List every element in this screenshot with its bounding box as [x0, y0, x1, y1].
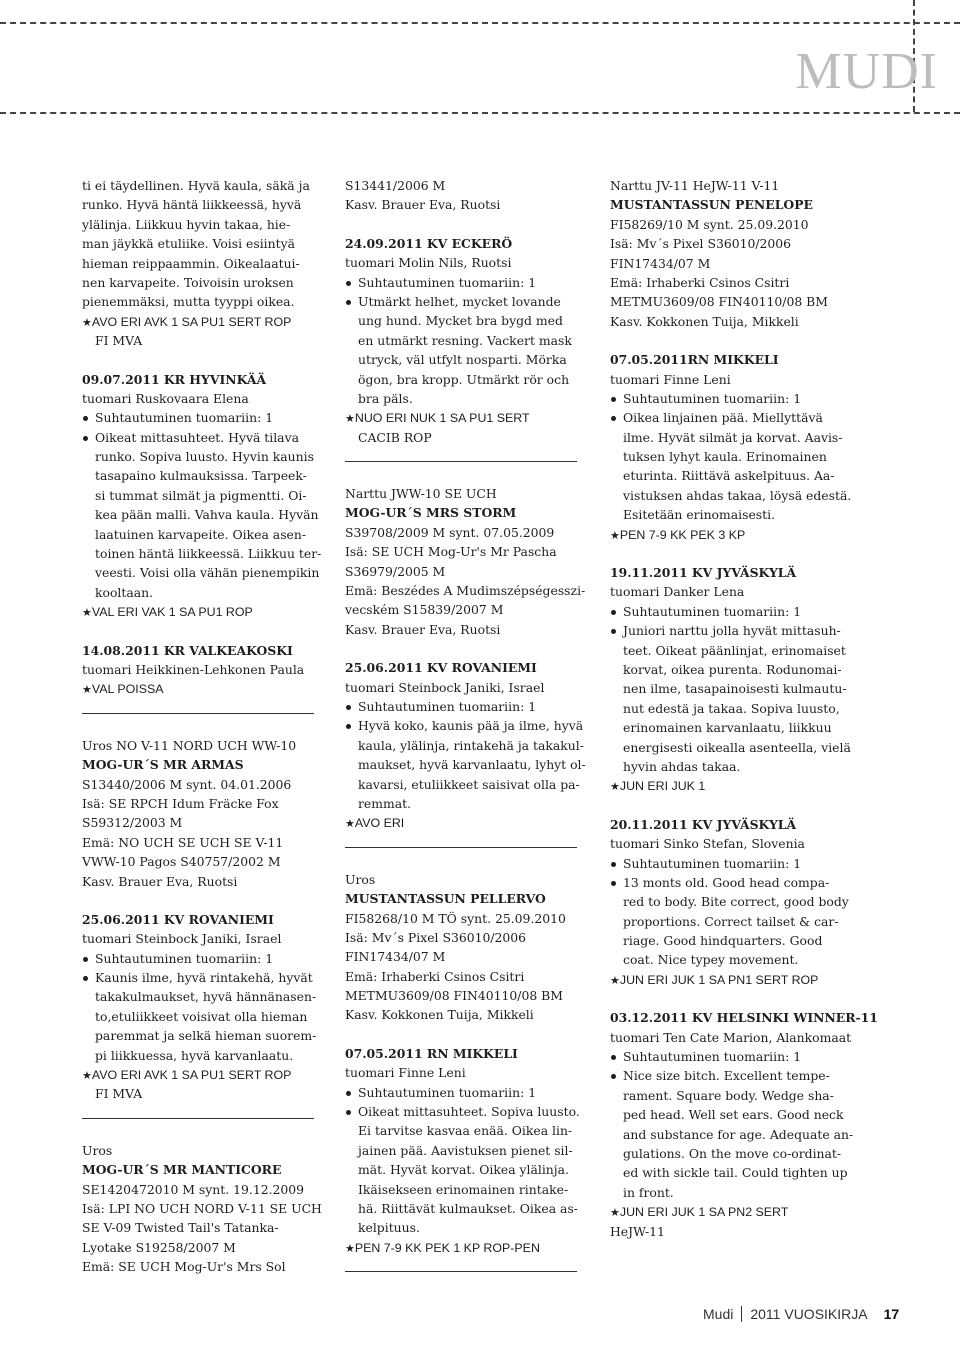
bullet-continuation: kooltaan. — [95, 584, 154, 600]
award-text: JUN ERI JUK 1 SA PN2 SERT — [619, 1205, 789, 1220]
bullet-item: Suhtautuminen tuomariin: 1 — [82, 408, 314, 427]
text-line: FI58268/10 M TÖ synt. 25.09.2010 — [345, 910, 566, 926]
bullet-item: Utmärkt helhet, mycket lovande — [345, 292, 577, 311]
bullet-continuation: erinomainen karvanlaatu, liikkuu — [623, 720, 832, 736]
bold-heading: 07.05.2011RN MIKKELI — [610, 352, 779, 368]
bold-heading: 25.06.2011 KV ROVANIEMI — [82, 911, 274, 927]
section-divider — [345, 461, 577, 484]
award-text: PEN 7-9 KK PEK 3 KP — [619, 527, 746, 542]
award-text: NUO ERI NUK 1 SA PU1 SERT — [354, 411, 530, 426]
text-line: Isä: Mv´s Pixel S36010/2006 — [345, 929, 527, 945]
text-line: Emä: Irhaberki Csinos Csitri — [345, 968, 525, 984]
spacer — [345, 833, 577, 843]
bold-heading: MUSTANTASSUN PENELOPE — [610, 197, 813, 213]
spacer — [82, 891, 314, 910]
text-line: S39708/2009 M synt. 07.05.2009 — [345, 524, 555, 540]
text-line: Narttu JV-11 HeJW-11 V-11 — [610, 178, 780, 193]
star-icon: ★ — [610, 780, 620, 794]
bullet-item: Suhtautuminen tuomariin: 1 — [610, 602, 842, 621]
text-line: FI MVA — [95, 333, 143, 349]
text-line: Kasv. Brauer Eva, Ruotsi — [82, 873, 238, 889]
award-text: AVO ERI AVK 1 SA PU1 SERT ROP — [91, 1068, 292, 1083]
bullet-continuation: ögon, bra kropp. Utmärkt rör och — [358, 371, 570, 387]
star-icon: ★ — [345, 412, 355, 426]
bullet-continuation: ped head. Well set ears. Good neck — [623, 1107, 844, 1123]
bullet-continuation: Ikäisekseen erinomainen rintake- — [358, 1181, 569, 1197]
spacer — [345, 215, 577, 234]
bullet-continuation: utryck, väl utfylt nosparti. Mörka — [358, 352, 567, 368]
text-line: VWW-10 Pagos S40757/2002 M — [82, 854, 281, 870]
bullet-continuation: to,etuliikkeet voisivat olla hieman — [95, 1008, 308, 1024]
text-line: nen karvapeite. Toivoisin uroksen — [82, 274, 294, 290]
star-icon: ★ — [345, 1241, 355, 1255]
award-line — [82, 312, 314, 331]
award-line — [610, 1202, 842, 1221]
bullet-continuation: ung hund. Mycket bra bygd med — [358, 313, 563, 329]
text-line: pienemmäksi, mutta tyyppi oikea. — [82, 294, 295, 310]
footer-separator — [741, 1306, 742, 1322]
text-line: Isä: LPI NO UCH NORD V-11 SE UCH — [82, 1200, 322, 1216]
text-line: tuomari Steinbock Janiki, Israel — [345, 679, 545, 695]
award-line — [345, 1238, 577, 1257]
award-line — [82, 602, 314, 621]
bullet-item: Kaunis ilme, hyvä rintakehä, hyvät — [82, 968, 314, 987]
star-icon: ★ — [610, 528, 620, 542]
bullet-item: 13 monts old. Good head compa- — [610, 873, 842, 892]
text-line: tuomari Danker Lena — [610, 584, 745, 600]
bullet-item: Suhtautuminen tuomariin: 1 — [610, 854, 842, 873]
bullet-continuation: eturinta. Riittävä askelpituus. Aa- — [623, 468, 835, 484]
section-title: MUDI — [795, 43, 938, 100]
text-line: Uros — [345, 871, 376, 887]
bold-heading: MOG-UR´S MR MANTICORE — [82, 1162, 282, 1178]
bullet-continuation: nut edestä ja takaa. Sopiva luusto, — [623, 700, 840, 716]
bullet-continuation: runko. Sopiva luusto. Hyvin kaunis — [95, 449, 314, 465]
bullet-continuation: rament. Square body. Wedge sha- — [623, 1087, 834, 1103]
award-text: JUN ERI JUK 1 SA PN1 SERT ROP — [619, 972, 819, 987]
spacer — [345, 639, 577, 658]
star-icon: ★ — [610, 1206, 620, 1220]
header-dashed-rule — [0, 112, 960, 114]
bullet-continuation: red to body. Bite correct, good body — [623, 894, 849, 910]
text-column-2 — [345, 176, 586, 1294]
bold-heading: MUSTANTASSUN PELLERVO — [345, 891, 546, 907]
text-line: tuomari Molin Nils, Ruotsi — [345, 255, 512, 271]
text-line: tuomari Sinko Stefan, Slovenia — [610, 836, 805, 852]
text-line: METMU3609/08 FIN40110/08 BM — [610, 294, 828, 310]
bullet-continuation: in front. — [623, 1184, 674, 1200]
star-icon: ★ — [345, 817, 355, 831]
bullet-continuation: teet. Oikeat päänlinjat, erinomaiset — [623, 642, 846, 658]
bullet-continuation: Ei tarvitse kasvaa enää. Oikea lin- — [358, 1123, 573, 1139]
spacer — [345, 1257, 577, 1267]
bullet-continuation: nen ilme, tasapainoisesti kulmautu- — [623, 681, 847, 697]
bullet-continuation: gulations. On the move co-ordinat- — [623, 1145, 842, 1161]
text-line: tuomari Finne Leni — [345, 1065, 466, 1081]
spacer — [82, 699, 314, 709]
bullet-continuation: ed with sickle tail. Could tighten up — [623, 1165, 848, 1181]
bullet-continuation: proportions. Correct tailset & car- — [623, 913, 839, 929]
text-line: SE1420472010 M synt. 19.12.2009 — [82, 1181, 305, 1197]
bullet-continuation: and substance for age. Adequate an- — [623, 1126, 854, 1142]
text-line: tuomari Heikkinen-Lehkonen Paula — [82, 661, 305, 677]
bullet-continuation: vistuksen ahdas takaa, löysä edestä. — [623, 487, 852, 503]
text-line: Uros — [82, 1142, 113, 1158]
bullet-continuation: kaula, ylälinja, rintakehä ja takakul- — [358, 737, 584, 753]
bullet-continuation: laatuinen karvapeite. Oikea asen- — [95, 526, 307, 542]
award-text: JUN ERI JUK 1 — [619, 779, 706, 794]
star-icon: ★ — [82, 606, 92, 620]
bold-heading: 07.05.2011 RN MIKKELI — [345, 1045, 518, 1061]
bullet-continuation: mät. Hyvät korvat. Oikea ylälinja. — [358, 1162, 569, 1178]
text-line: Emä: Beszédes A Mudimszépségesszi- — [345, 583, 586, 599]
text-line: FI MVA — [95, 1086, 143, 1102]
award-line — [610, 525, 842, 544]
text-line: FIN17434/07 M — [345, 949, 446, 965]
text-line: Isä: SE RPCH Idum Fräcke Fox — [82, 795, 279, 811]
award-line — [610, 970, 842, 989]
text-line: S13441/2006 M — [345, 178, 446, 193]
bullet-item: Suhtautuminen tuomariin: 1 — [345, 1083, 577, 1102]
bullet-item: Oikeat mittasuhteet. Sopiva luusto. — [345, 1102, 577, 1121]
bullet-continuation: hyvin ahdas takaa. — [623, 758, 741, 774]
text-line: Lyotake S19258/2007 M — [82, 1239, 236, 1255]
star-icon: ★ — [82, 1069, 92, 1083]
spacer — [610, 989, 842, 1008]
award-line — [610, 776, 842, 795]
bullet-continuation: tasapaino kulmauksissa. Tarpeek- — [95, 468, 307, 484]
award-text: AVO ERI — [354, 816, 405, 831]
text-line: Kasv. Brauer Eva, Ruotsi — [345, 621, 501, 637]
text-line: FIN17434/07 M — [610, 255, 711, 271]
bullet-continuation: jainen pää. Aavistuksen pienet sil- — [358, 1142, 573, 1158]
star-icon: ★ — [82, 315, 92, 329]
bullet-continuation: paremmat ja selkä hieman suorem- — [95, 1028, 317, 1044]
award-text: AVO ERI AVK 1 SA PU1 SERT ROP — [91, 314, 292, 329]
text-line: hieman reippaammin. Oikealaatui- — [82, 255, 300, 271]
text-line: S13440/2006 M synt. 04.01.2006 — [82, 776, 292, 792]
text-line: tuomari Ruskovaara Elena — [82, 390, 249, 406]
spacer — [82, 1104, 314, 1114]
spacer — [610, 796, 842, 815]
bullet-item: Nice size bitch. Excellent tempe- — [610, 1066, 842, 1085]
spacer — [82, 351, 314, 370]
footer-year-label: 2011 VUOSIKIRJA — [750, 1306, 868, 1322]
bullet-continuation: kelpituus. — [358, 1220, 420, 1236]
bullet-item: Suhtautuminen tuomariin: 1 — [610, 1047, 842, 1066]
text-line: Kasv. Kokkonen Tuija, Mikkeli — [345, 1007, 534, 1023]
award-text: VAL POISSA — [91, 682, 164, 697]
text-line: tuomari Steinbock Janiki, Israel — [82, 931, 282, 947]
award-text: PEN 7-9 KK PEK 1 KP ROP-PEN — [354, 1240, 540, 1255]
text-line: S59312/2003 M — [82, 815, 183, 831]
section-divider — [82, 713, 314, 736]
text-line: Uros NO V-11 NORD UCH WW-10 — [82, 737, 297, 753]
text-column-1 — [82, 176, 322, 1277]
text-line: Narttu JWW-10 SE UCH — [345, 486, 497, 502]
text-line: Isä: SE UCH Mog-Ur's Mr Pascha — [345, 544, 557, 560]
award-line — [82, 679, 314, 698]
bullet-continuation: Esitetään erinomaisesti. — [623, 507, 776, 523]
text-column-3 — [610, 176, 878, 1241]
award-line — [345, 813, 577, 832]
bullet-continuation: si tummat silmät ja pigmentti. Oi- — [95, 487, 307, 503]
text-line: Emä: Irhaberki Csinos Csitri — [610, 274, 790, 290]
bullet-continuation: pi liikkuessa, hyvä karvanlaatu. — [95, 1047, 294, 1063]
bullet-continuation: maukset, hyvä karvanlaatu, lyhyt ol- — [358, 757, 586, 773]
bullet-item: Oikea linjainen pää. Miellyttävä — [610, 408, 842, 427]
award-line — [82, 1065, 314, 1084]
text-line: ylälinja. Liikkuu hyvin takaa, hie- — [82, 216, 291, 232]
bullet-continuation: korvat, oikea purenta. Rodunomai- — [623, 661, 842, 677]
bold-heading: 25.06.2011 KV ROVANIEMI — [345, 660, 537, 676]
text-line: man jäykkä etuliike. Voisi esiintyä — [82, 236, 295, 252]
bullet-item: Suhtautuminen tuomariin: 1 — [610, 389, 842, 408]
bold-heading: 19.11.2011 KV JYVÄSKYLÄ — [610, 565, 797, 581]
bullet-continuation: riage. Good hindquarters. Good — [623, 933, 823, 949]
star-icon: ★ — [610, 973, 620, 987]
bullet-continuation: takakulmaukset, hyvä hännänasen- — [95, 989, 317, 1005]
text-line: S36979/2005 M — [345, 563, 446, 579]
text-line: Emä: SE UCH Mog-Ur's Mrs Sol — [82, 1259, 286, 1275]
spacer — [82, 622, 314, 641]
text-line: vecském S15839/2007 M — [345, 602, 504, 618]
bold-heading: 20.11.2011 KV JYVÄSKYLÄ — [610, 816, 797, 832]
bold-heading: 03.12.2011 KV HELSINKI WINNER-11 — [610, 1010, 878, 1026]
bold-heading: MOG-UR´S MRS STORM — [345, 505, 517, 521]
bullet-item: Hyvä koko, kaunis pää ja ilme, hyvä — [345, 716, 577, 735]
bold-heading: 24.09.2011 KV ECKERÖ — [345, 235, 513, 251]
text-line: METMU3609/08 FIN40110/08 BM — [345, 988, 563, 1004]
bold-heading: MOG-UR´S MR ARMAS — [82, 757, 244, 773]
text-line: tuomari Ten Cate Marion, Alankomaat — [610, 1029, 852, 1045]
bullet-continuation: hä. Riittävät kulmaukset. Oikea as- — [358, 1200, 578, 1216]
award-line — [345, 408, 577, 427]
section-divider — [345, 847, 577, 870]
bullet-continuation: veesti. Voisi olla vähän pienempikin — [95, 565, 320, 581]
text-line: SE V-09 Twisted Tail's Tatanka- — [82, 1220, 279, 1236]
text-line: CACIB ROP — [358, 429, 432, 445]
page-number: 17 — [883, 1306, 900, 1322]
bold-heading: 09.07.2011 KR HYVINKÄÄ — [82, 371, 267, 387]
spacer — [610, 331, 842, 350]
spacer — [345, 447, 577, 457]
bullet-item: Suhtautuminen tuomariin: 1 — [82, 949, 314, 968]
spacer — [345, 1025, 577, 1044]
bullet-continuation: energisesti oikealla asenteella, vielä — [623, 739, 851, 755]
text-line: FI58269/10 M synt. 25.09.2010 — [610, 216, 809, 232]
text-line: tuomari Finne Leni — [610, 371, 731, 387]
top-dashed-rule — [0, 22, 960, 24]
bullet-continuation: kea pään malli. Vahva kaula. Hyvän — [95, 507, 319, 523]
page-footer — [703, 1306, 899, 1328]
bullet-continuation: remmat. — [358, 795, 412, 811]
star-icon: ★ — [82, 683, 92, 697]
award-text: VAL ERI VAK 1 SA PU1 ROP — [91, 605, 253, 620]
bullet-continuation: en utmärkt resning. Vackert mask — [358, 332, 572, 348]
text-line: Emä: NO UCH SE UCH SE V-11 — [82, 834, 284, 850]
text-line: ti ei täydellinen. Hyvä kaula, säkä ja — [82, 178, 310, 193]
text-line: runko. Hyvä häntä liikkeessä, hyvä — [82, 197, 302, 213]
section-divider — [82, 1118, 314, 1141]
text-line: HeJW-11 — [610, 1223, 665, 1239]
bullet-item: Suhtautuminen tuomariin: 1 — [345, 697, 577, 716]
bullet-continuation: kavarsi, etuliikkeet saisivat olla pa- — [358, 776, 580, 792]
bullet-continuation: toinen häntä liikkeessä. Liikkuu ter- — [95, 546, 322, 562]
bullet-item: Suhtautuminen tuomariin: 1 — [345, 273, 577, 292]
spacer — [610, 544, 842, 563]
text-line: Kasv. Brauer Eva, Ruotsi — [345, 197, 501, 213]
bullet-continuation: ilme. Hyvät silmät ja korvat. Aavis- — [623, 429, 843, 445]
bullet-item: Oikeat mittasuhteet. Hyvä tilava — [82, 428, 314, 447]
bullet-continuation: bra päls. — [358, 390, 413, 406]
text-line: Isä: Mv´s Pixel S36010/2006 — [610, 236, 792, 252]
footer-magazine: Mudi — [703, 1306, 734, 1322]
bullet-continuation: tuksen lyhyt kaula. Erinomainen — [623, 449, 827, 465]
bold-heading: 14.08.2011 KR VALKEAKOSKI — [82, 642, 293, 658]
section-divider — [345, 1271, 577, 1294]
bullet-continuation: coat. Nice typey movement. — [623, 952, 799, 968]
bullet-item: Juniori narttu jolla hyvät mittasuh- — [610, 621, 842, 640]
text-line: Kasv. Kokkonen Tuija, Mikkeli — [610, 313, 799, 329]
